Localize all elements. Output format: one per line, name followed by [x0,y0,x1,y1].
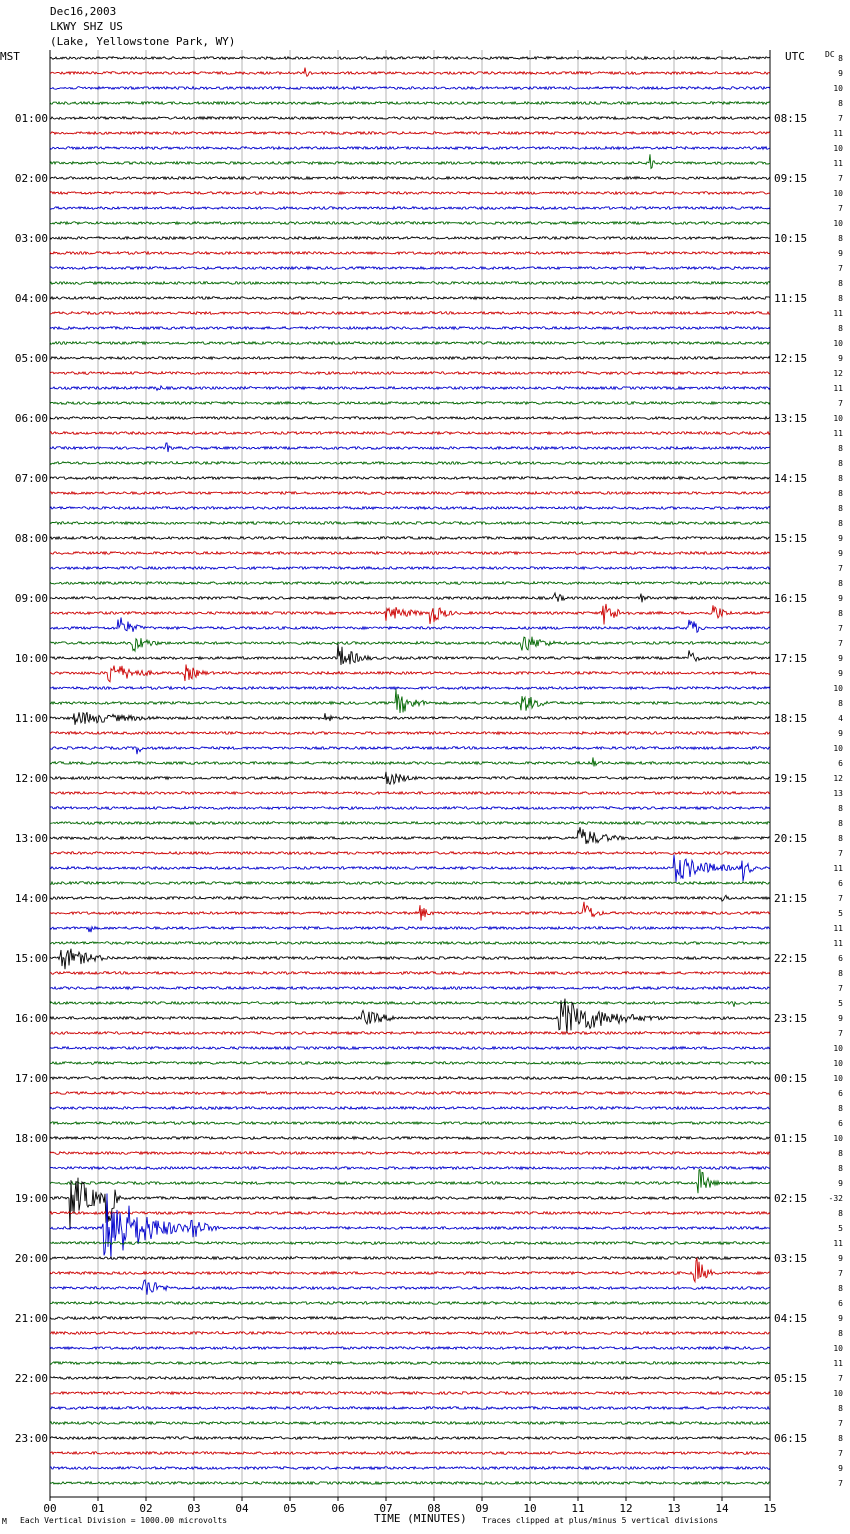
dc-offset-label: 11 [833,129,843,138]
left-hour-label: 01:00 [14,112,48,125]
x-tick-label: 06 [331,1502,345,1515]
right-hour-label: 14:15 [774,472,808,485]
seismic-trace [50,402,770,405]
dc-offset-label: 8 [838,699,843,708]
dc-offset-label: 9 [838,1254,843,1263]
right-timezone-label: UTC [785,50,805,63]
dc-offset-label: 8 [838,804,843,813]
dc-offset-label: 9 [838,1314,843,1323]
seismic-trace [50,1194,770,1259]
left-hour-label: 15:00 [14,952,48,965]
dc-offset-label: 8 [838,609,843,618]
dc-offset-label: 6 [838,954,843,963]
seismic-trace [50,312,770,315]
dc-offset-label: 7 [838,1029,843,1038]
seismic-trace [50,102,770,105]
seismic-trace [50,747,770,755]
x-tick-label: 15 [763,1502,777,1515]
dc-offset-label: 8 [838,1149,843,1158]
left-hour-label: 13:00 [14,832,48,845]
left-hour-label: 20:00 [14,1252,48,1265]
scale-note: Each Vertical Division = 1000.00 microvolts [20,1516,228,1525]
dc-offset-label: 11 [833,384,843,393]
seismic-trace [50,972,770,975]
seismic-trace [50,132,770,135]
left-hour-label: 16:00 [14,1012,48,1025]
seismic-trace [50,1258,770,1282]
seismic-trace [50,1257,770,1260]
dc-offset-label: 6 [838,1299,843,1308]
seismic-trace [50,1437,770,1440]
right-hour-label: 04:15 [774,1312,808,1325]
dc-offset-label: 11 [833,924,843,933]
dc-offset-label: 7 [838,564,843,573]
seismic-trace [50,1280,770,1295]
seismic-trace [50,117,770,120]
seismic-trace [50,87,770,90]
x-tick-label: 11 [571,1502,585,1515]
dc-offset-label: 10 [833,189,843,198]
seismic-trace [50,689,770,713]
left-hour-label: 08:00 [14,532,48,545]
seismic-trace [50,604,770,625]
seismic-trace [50,732,770,735]
seismic-trace [50,177,770,180]
dc-offset-label: 6 [838,759,843,768]
right-hour-label: 16:15 [774,592,808,605]
seismic-trace [50,1167,770,1170]
seismic-trace [50,687,770,690]
dc-column-label: DC [825,50,835,59]
dc-offset-label: 9 [838,669,843,678]
right-hour-label: 03:15 [774,1252,808,1265]
dc-offset-label: 8 [838,834,843,843]
dc-offset-label: 8 [838,1404,843,1413]
right-hour-label: 13:15 [774,412,808,425]
right-hour-label: 17:15 [774,652,808,665]
seismic-trace [50,432,770,435]
dc-offset-label: 7 [838,264,843,273]
seismic-trace [50,342,770,345]
x-tick-label: 01 [91,1502,105,1515]
left-hour-label: 14:00 [14,892,48,905]
right-hour-label: 00:15 [774,1072,808,1085]
x-tick-label: 07 [379,1502,393,1515]
dc-offset-label: 11 [833,309,843,318]
x-tick-label: 00 [43,1502,57,1515]
seismic-trace [50,386,770,390]
seismic-trace [50,282,770,285]
x-tick-label: 14 [715,1502,729,1515]
seismic-trace [50,949,770,970]
dc-offset-label: 11 [833,1239,843,1248]
seismic-trace [50,443,770,452]
left-hour-label: 09:00 [14,592,48,605]
seismic-trace [50,618,770,633]
seismic-trace [50,827,770,844]
left-hour-label: 11:00 [14,712,48,725]
dc-offset-label: 8 [838,459,843,468]
seismic-trace [50,147,770,150]
left-hour-label: 10:00 [14,652,48,665]
seismic-trace [50,582,770,585]
seismic-trace [50,1152,770,1155]
x-tick-label: 13 [667,1502,681,1515]
dc-offset-label: 6 [838,879,843,888]
x-tick-label: 12 [619,1502,633,1515]
dc-offset-label: 7 [838,1269,843,1278]
seismic-trace [50,1452,770,1455]
seismic-trace [50,644,770,665]
seismic-trace [50,852,770,855]
seismic-trace [50,1107,770,1110]
dc-offset-label: 8 [838,1434,843,1443]
seismic-trace [50,665,770,682]
seismic-trace [50,792,770,795]
dc-offset-label: 8 [838,444,843,453]
left-hour-label: 06:00 [14,412,48,425]
seismic-trace [50,1122,770,1125]
dc-offset-label: 8 [838,1284,843,1293]
scale-mark: M [2,1517,7,1526]
seismic-trace [50,1392,770,1395]
dc-offset-label: 6 [838,1119,843,1128]
right-hour-label: 18:15 [774,712,808,725]
right-hour-label: 02:15 [774,1192,808,1205]
dc-offset-label: 8 [838,969,843,978]
seismic-trace [50,927,770,933]
left-hour-label: 23:00 [14,1432,48,1445]
seismic-trace [50,757,770,766]
left-timezone-label: MST [0,50,20,63]
dc-offset-label: 11 [833,1359,843,1368]
dc-offset-label: 5 [838,909,843,918]
x-tick-label: 05 [283,1502,297,1515]
dc-offset-label: 10 [833,414,843,423]
x-tick-label: 04 [235,1502,249,1515]
x-tick-label: 02 [139,1502,153,1515]
seismic-trace [50,1047,770,1050]
dc-offset-label: 10 [833,1074,843,1083]
left-hour-label: 18:00 [14,1132,48,1145]
left-hour-label: 19:00 [14,1192,48,1205]
dc-offset-label: 11 [833,159,843,168]
seismic-traces [50,57,770,1485]
dc-offset-label: 10 [833,744,843,753]
dc-offset-label: 7 [838,114,843,123]
dc-offset-label: 9 [838,1179,843,1188]
seismic-trace [50,222,770,225]
seismic-trace [50,477,770,480]
seismic-trace [50,192,770,195]
seismic-trace [50,552,770,555]
left-hour-label: 07:00 [14,472,48,485]
dc-offset-label: 8 [838,819,843,828]
seismic-trace [50,462,770,465]
dc-offset-label: 7 [838,174,843,183]
clip-note: Traces clipped at plus/minus 5 vertical divisions [482,1516,719,1525]
dc-offset-label: 10 [833,1059,843,1068]
dc-offset-label: 10 [833,684,843,693]
dc-offset-label: 13 [833,789,843,798]
right-hour-label: 12:15 [774,352,808,365]
seismic-trace [50,882,770,885]
dc-offset-label: 9 [838,549,843,558]
dc-offset-label: 8 [838,1164,843,1173]
right-hour-label: 10:15 [774,232,808,245]
seismic-trace [50,537,770,540]
right-hour-label: 22:15 [774,952,808,965]
dc-offset-label: 8 [838,1209,843,1218]
right-hour-label: 06:15 [774,1432,808,1445]
dc-offset-label: 9 [838,654,843,663]
dc-offset-label: 8 [838,1104,843,1113]
right-hour-label: 15:15 [774,532,808,545]
seismic-trace [50,1002,770,1007]
x-axis-title: TIME (MINUTES) [374,1512,467,1525]
dc-offset-label: 7 [838,849,843,858]
dc-offset-label: 8 [838,279,843,288]
seismic-trace [50,712,770,725]
dc-offset-label: 9 [838,1464,843,1473]
dc-offset-label: 8 [838,489,843,498]
seismic-trace [50,1317,770,1320]
left-hour-label: 05:00 [14,352,48,365]
dc-offset-label: 11 [833,429,843,438]
dc-offset-label: 10 [833,1044,843,1053]
seismic-trace [50,855,770,882]
seismic-trace [50,637,770,651]
seismic-trace [50,357,770,360]
x-tick-label: 10 [523,1502,537,1515]
x-tick-label: 08 [427,1502,441,1515]
x-tick-label: 03 [187,1502,201,1515]
dc-offset-label: 9 [838,69,843,78]
seismic-trace [50,1332,770,1335]
seismic-trace [50,593,770,602]
dc-offset-label: 8 [838,324,843,333]
left-hour-label: 22:00 [14,1372,48,1385]
station-code: LKWY SHZ US [50,20,123,33]
seismic-trace [50,1302,770,1305]
dc-offset-label: 10 [833,219,843,228]
right-hour-label: 01:15 [774,1132,808,1145]
dc-offset-label: 7 [838,1419,843,1428]
seismic-trace [50,267,770,270]
station-location: (Lake, Yellowstone Park, WY) [50,35,236,48]
seismic-trace [50,567,770,570]
seismic-trace [50,237,770,240]
dc-offset-label: 12 [833,369,843,378]
seismic-trace [50,492,770,495]
dc-offset-label: 6 [838,1089,843,1098]
dc-offset-label: 10 [833,1344,843,1353]
dc-offset-label: 8 [838,579,843,588]
seismic-trace [50,1137,770,1140]
dc-offset-label: 9 [838,354,843,363]
left-hour-label: 17:00 [14,1072,48,1085]
dc-offset-label: 11 [833,864,843,873]
seismic-trace [50,987,770,990]
seismic-trace [50,252,770,255]
seismic-trace [50,1032,770,1035]
seismic-trace [50,1377,770,1380]
seismic-trace [50,1347,770,1350]
dc-offset-label: 10 [833,144,843,153]
dc-offset-label: 12 [833,774,843,783]
dc-offset-label: 8 [838,234,843,243]
dc-offset-label: 7 [838,624,843,633]
seismic-trace [50,297,770,300]
seismic-trace [50,895,770,901]
seismic-trace [50,1362,770,1365]
seismic-trace [50,1422,770,1425]
seismic-trace [50,807,770,810]
dc-offset-label: 7 [838,639,843,648]
seismic-trace [50,154,770,168]
seismic-trace [50,1407,770,1410]
dc-offset-label: 9 [838,594,843,603]
seismic-trace [50,1242,770,1245]
dc-offset-label: 10 [833,1134,843,1143]
x-tick-label: 09 [475,1502,489,1515]
dc-offset-label: 9 [838,1014,843,1023]
dc-offset-label: 7 [838,204,843,213]
seismic-trace [50,68,770,77]
dc-offset-label: 8 [838,99,843,108]
right-hour-label: 09:15 [774,172,808,185]
dc-offset-label: 7 [838,1479,843,1488]
seismic-trace [50,1077,770,1080]
dc-offset-label: 10 [833,1389,843,1398]
dc-offset-label: 8 [838,54,843,63]
dc-offset-label: 11 [833,939,843,948]
dc-offset-label: 7 [838,894,843,903]
right-hour-label: 11:15 [774,292,808,305]
right-hour-label: 19:15 [774,772,808,785]
seismic-trace [50,522,770,525]
dc-offset-label: 8 [838,504,843,513]
dc-offset-label: 5 [838,999,843,1008]
seismic-trace [50,1062,770,1065]
left-hour-label: 04:00 [14,292,48,305]
dc-offset-label: -32 [828,1194,843,1203]
dc-offset-label: 7 [838,1374,843,1383]
left-hour-label: 02:00 [14,172,48,185]
dc-offset-label: 10 [833,339,843,348]
dc-offset-label: 9 [838,729,843,738]
right-hour-label: 20:15 [774,832,808,845]
right-hour-label: 05:15 [774,1372,808,1385]
dc-offset-label: 7 [838,1449,843,1458]
dc-offset-label: 5 [838,1224,843,1233]
seismic-trace [50,1467,770,1470]
dc-offset-label: 8 [838,294,843,303]
seismic-trace [50,822,770,825]
axis-labels [15,54,843,1515]
seismic-trace [50,1212,770,1215]
dc-offset-label: 9 [838,534,843,543]
dc-offset-label: 4 [838,714,843,723]
dc-offset-label: 8 [838,519,843,528]
dc-offset-label: 8 [838,474,843,483]
seismic-trace [50,772,770,785]
seismic-trace [50,1482,770,1485]
dc-offset-label: 7 [838,984,843,993]
seismic-trace [50,902,770,921]
seismic-trace [50,1092,770,1095]
seismic-trace [50,57,770,60]
left-hour-label: 03:00 [14,232,48,245]
recording-date: Dec16,2003 [50,5,117,18]
dc-offset-label: 7 [838,399,843,408]
right-hour-label: 21:15 [774,892,808,905]
right-hour-label: 08:15 [774,112,808,125]
left-hour-label: 12:00 [14,772,48,785]
dc-offset-label: 9 [838,249,843,258]
dc-offset-label: 8 [838,1329,843,1338]
seismic-trace [50,327,770,330]
right-hour-label: 23:15 [774,1012,808,1025]
left-hour-label: 21:00 [14,1312,48,1325]
seismic-trace [50,417,770,420]
seismic-trace [50,1169,770,1193]
dc-offset-label: 10 [833,84,843,93]
seismic-trace [50,942,770,945]
seismic-trace [50,207,770,210]
seismic-trace [50,372,770,375]
seismic-trace [50,507,770,510]
